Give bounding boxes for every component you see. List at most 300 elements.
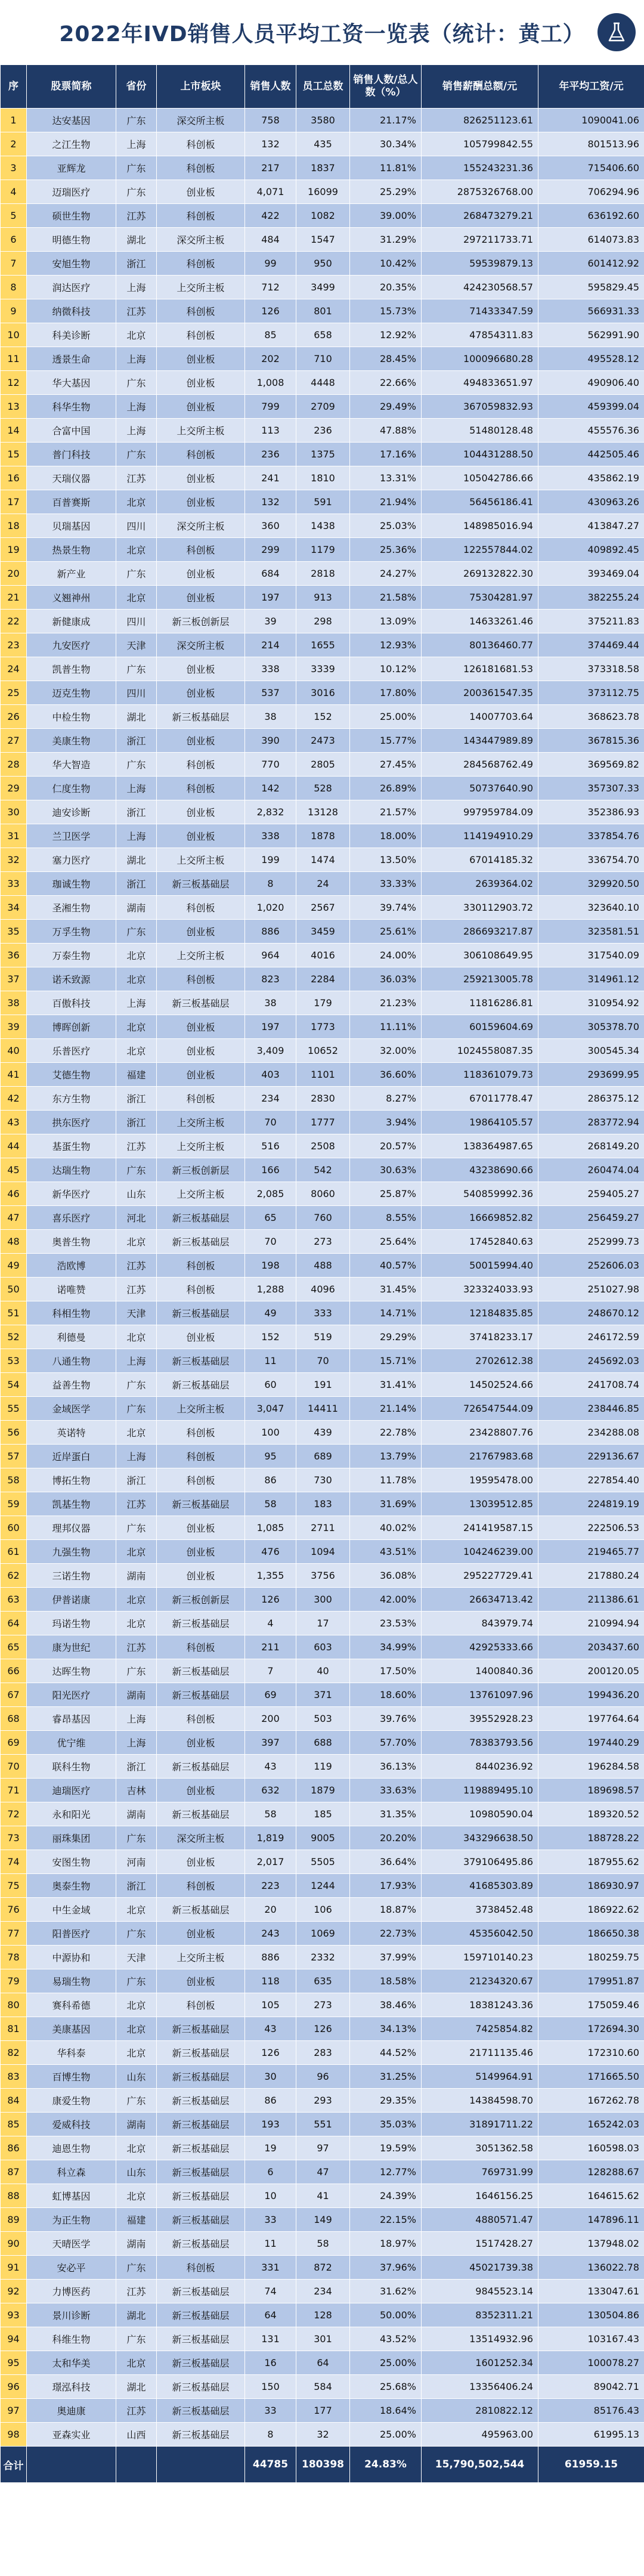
cell-index: 43 — [1, 1111, 27, 1134]
cell-avg-salary: 715406.60 — [538, 156, 644, 180]
cell-sales-count: 964 — [245, 944, 296, 967]
cell-board: 科创板 — [157, 252, 245, 276]
cell-board: 新三板基础层 — [157, 1683, 245, 1707]
cell-pay-total: 155243231.36 — [422, 156, 538, 180]
table-row — [1, 2232, 644, 2256]
table-row — [1, 681, 644, 705]
cell-avg-salary: 442505.46 — [538, 443, 644, 466]
cell-avg-salary: 329920.50 — [538, 872, 644, 896]
cell-sales-ratio: 21.57% — [350, 800, 422, 824]
cell-sales-ratio: 31.29% — [350, 228, 422, 252]
cell-index: 4 — [1, 180, 27, 204]
cell-board: 科创板 — [157, 1254, 245, 1278]
cell-staff-count: 333 — [296, 1301, 350, 1325]
cell-board: 新三板基础层 — [157, 1755, 245, 1779]
cell-board: 新三板创新层 — [157, 610, 245, 633]
cell-index: 97 — [1, 2399, 27, 2423]
cell-staff-count: 950 — [296, 252, 350, 276]
cell-staff-count: 32 — [296, 2423, 350, 2447]
cell-staff-count: 371 — [296, 1683, 350, 1707]
cell-sales-count: 1,085 — [245, 1516, 296, 1540]
cell-avg-salary: 164615.62 — [538, 2184, 644, 2208]
cell-avg-salary: 248670.12 — [538, 1301, 644, 1325]
cell-sales-ratio: 57.70% — [350, 1731, 422, 1755]
cell-avg-salary: 323640.10 — [538, 896, 644, 920]
table-row — [1, 1278, 644, 1301]
cell-sales-ratio: 25.00% — [350, 705, 422, 729]
cell-sales-ratio: 29.35% — [350, 2089, 422, 2113]
cell-board: 创业板 — [157, 180, 245, 204]
cell-pay-total: 4880571.47 — [422, 2208, 538, 2232]
cell-stock-name: 诺唯赞 — [27, 1278, 116, 1301]
cell-pay-total: 14502524.66 — [422, 1373, 538, 1397]
table-row — [1, 1755, 644, 1779]
cell-board: 新三板基础层 — [157, 2160, 245, 2184]
cell-sales-count: 403 — [245, 1063, 296, 1087]
cell-province: 北京 — [116, 2136, 157, 2160]
cell-avg-salary: 188728.22 — [538, 1826, 644, 1850]
cell-sales-count: 86 — [245, 1468, 296, 1492]
cell-sales-count: 8 — [245, 872, 296, 896]
cell-pay-total: 12184835.85 — [422, 1301, 538, 1325]
cell-avg-salary: 435862.19 — [538, 466, 644, 490]
cell-avg-salary: 234288.08 — [538, 1421, 644, 1445]
cell-board: 新三板基础层 — [157, 2017, 245, 2041]
cell-stock-name: 喜乐医疗 — [27, 1206, 116, 1230]
cell-pay-total: 100096680.28 — [422, 347, 538, 371]
cell-stock-name: 璟泓科技 — [27, 2375, 116, 2399]
cell-avg-salary: 252606.03 — [538, 1254, 644, 1278]
cell-index: 19 — [1, 538, 27, 562]
cell-board: 上交所主板 — [157, 419, 245, 443]
cell-staff-count: 14411 — [296, 1397, 350, 1421]
cell-province: 广东 — [116, 562, 157, 586]
cell-province: 北京 — [116, 2351, 157, 2375]
cell-staff-count: 1438 — [296, 514, 350, 538]
cell-stock-name: 迪恩生物 — [27, 2136, 116, 2160]
cell-staff-count: 488 — [296, 1254, 350, 1278]
cell-pay-total: 306108649.95 — [422, 944, 538, 967]
cell-board: 创业板 — [157, 562, 245, 586]
cell-board: 新三板基础层 — [157, 872, 245, 896]
cell-sales-ratio: 33.33% — [350, 872, 422, 896]
cell-sales-count: 214 — [245, 633, 296, 657]
cell-sales-ratio: 40.57% — [350, 1254, 422, 1278]
cell-stock-name: 合富中国 — [27, 419, 116, 443]
cell-stock-name: 九安医疗 — [27, 633, 116, 657]
table-row — [1, 1683, 644, 1707]
cell-staff-count: 2284 — [296, 967, 350, 991]
cell-province: 广东 — [116, 1373, 157, 1397]
cell-avg-salary: 352386.93 — [538, 800, 644, 824]
cell-index: 66 — [1, 1659, 27, 1683]
cell-sales-count: 49 — [245, 1301, 296, 1325]
cell-index: 51 — [1, 1301, 27, 1325]
cell-avg-salary: 336754.70 — [538, 848, 644, 872]
cell-pay-total: 2639364.02 — [422, 872, 538, 896]
cell-stock-name: 纳微科技 — [27, 299, 116, 323]
cell-sales-ratio: 12.77% — [350, 2160, 422, 2184]
table-row — [1, 729, 644, 753]
cell-stock-name: 达安基因 — [27, 109, 116, 132]
cell-sales-ratio: 8.27% — [350, 1087, 422, 1111]
cell-index: 84 — [1, 2089, 27, 2113]
cell-sales-ratio: 14.71% — [350, 1301, 422, 1325]
cell-stock-name: 百博生物 — [27, 2065, 116, 2089]
cell-pay-total: 122557844.02 — [422, 538, 538, 562]
cell-pay-total: 284568762.49 — [422, 753, 538, 777]
cell-sales-count: 537 — [245, 681, 296, 705]
cell-index: 61 — [1, 1540, 27, 1564]
cell-stock-name: 圣湘生物 — [27, 896, 116, 920]
cell-stock-name: 益善生物 — [27, 1373, 116, 1397]
cell-avg-salary: 314961.12 — [538, 967, 644, 991]
cell-province: 广东 — [116, 2327, 157, 2351]
cell-board: 新三板创新层 — [157, 1588, 245, 1612]
cell-province: 北京 — [116, 538, 157, 562]
cell-pay-total: 11816286.81 — [422, 991, 538, 1015]
cell-province: 江苏 — [116, 466, 157, 490]
cell-board: 科创板 — [157, 753, 245, 777]
cell-sales-count: 684 — [245, 562, 296, 586]
cell-stock-name: 天晴医学 — [27, 2232, 116, 2256]
cell-sales-count: 197 — [245, 1015, 296, 1039]
cell-province: 湖北 — [116, 705, 157, 729]
cell-sales-count: 799 — [245, 395, 296, 419]
cell-index: 45 — [1, 1158, 27, 1182]
cell-sales-count: 11 — [245, 2232, 296, 2256]
cell-stock-name: 阳普医疗 — [27, 1922, 116, 1946]
cell-index: 68 — [1, 1707, 27, 1731]
table-row — [1, 920, 644, 944]
cell-pay-total: 45356042.50 — [422, 1922, 538, 1946]
table-footer — [1, 2447, 644, 2483]
cell-pay-total: 105799842.55 — [422, 132, 538, 156]
cell-board: 创业板 — [157, 371, 245, 395]
table-row — [1, 2375, 644, 2399]
cell-board: 新三板基础层 — [157, 1802, 245, 1826]
table-row — [1, 1111, 644, 1134]
table-row — [1, 490, 644, 514]
cell-avg-salary: 393469.04 — [538, 562, 644, 586]
cell-sales-ratio: 15.77% — [350, 729, 422, 753]
cell-avg-salary: 495528.12 — [538, 347, 644, 371]
cell-province: 湖北 — [116, 228, 157, 252]
cell-stock-name: 塞力医疗 — [27, 848, 116, 872]
cell-staff-count: 2567 — [296, 896, 350, 920]
cell-pay-total: 59539879.13 — [422, 252, 538, 276]
cell-staff-count: 2830 — [296, 1087, 350, 1111]
cell-board: 科创板 — [157, 204, 245, 228]
table-row — [1, 1993, 644, 2017]
cell-index: 96 — [1, 2375, 27, 2399]
cell-stock-name: 乐普医疗 — [27, 1039, 116, 1063]
cell-stock-name: 普门科技 — [27, 443, 116, 466]
cell-board: 科创板 — [157, 1707, 245, 1731]
cell-sales-ratio: 13.50% — [350, 848, 422, 872]
cell-province: 北京 — [116, 2184, 157, 2208]
cell-sales-count: 241 — [245, 466, 296, 490]
cell-board: 创业板 — [157, 1015, 245, 1039]
cell-staff-count: 1878 — [296, 824, 350, 848]
cell-board: 新三板基础层 — [157, 2041, 245, 2065]
cell-sales-ratio: 27.45% — [350, 753, 422, 777]
table-row — [1, 2351, 644, 2375]
cell-sales-ratio: 20.20% — [350, 1826, 422, 1850]
table-row — [1, 1540, 644, 1564]
cell-staff-count: 8060 — [296, 1182, 350, 1206]
cell-avg-salary: 197764.64 — [538, 1707, 644, 1731]
table-row — [1, 2184, 644, 2208]
cell-board: 创业板 — [157, 800, 245, 824]
cell-province: 上海 — [116, 1349, 157, 1373]
cell-index: 41 — [1, 1063, 27, 1087]
cell-stock-name: 博晖创新 — [27, 1015, 116, 1039]
cell-staff-count: 1101 — [296, 1063, 350, 1087]
cell-stock-name: 天瑞仪器 — [27, 466, 116, 490]
cell-stock-name: 优宁维 — [27, 1731, 116, 1755]
cell-sales-count: 4,071 — [245, 180, 296, 204]
cell-index: 50 — [1, 1278, 27, 1301]
cell-stock-name: 万孚生物 — [27, 920, 116, 944]
cell-stock-name: 力博医药 — [27, 2280, 116, 2303]
cell-staff-count: 658 — [296, 323, 350, 347]
cell-index: 74 — [1, 1850, 27, 1874]
cell-staff-count: 1777 — [296, 1111, 350, 1134]
column-header-pay-total: 销售薪酬总额/元 — [422, 65, 538, 109]
table-row — [1, 443, 644, 466]
cell-staff-count: 439 — [296, 1421, 350, 1445]
cell-sales-ratio: 17.16% — [350, 443, 422, 466]
cell-sales-ratio: 36.03% — [350, 967, 422, 991]
cell-pay-total: 268473279.21 — [422, 204, 538, 228]
cell-index: 93 — [1, 2303, 27, 2327]
cell-index: 70 — [1, 1755, 27, 1779]
cell-staff-count: 41 — [296, 2184, 350, 2208]
cell-sales-count: 4 — [245, 1612, 296, 1635]
cell-staff-count: 17 — [296, 1612, 350, 1635]
cell-staff-count: 913 — [296, 586, 350, 610]
cell-stock-name: 科华生物 — [27, 395, 116, 419]
table-row — [1, 991, 644, 1015]
cell-index: 20 — [1, 562, 27, 586]
cell-province: 江苏 — [116, 1635, 157, 1659]
cell-sales-count: 16 — [245, 2351, 296, 2375]
cell-staff-count: 40 — [296, 1659, 350, 1683]
cell-province: 上海 — [116, 347, 157, 371]
cell-province: 浙江 — [116, 800, 157, 824]
cell-province: 山东 — [116, 1182, 157, 1206]
cell-board: 新三板基础层 — [157, 991, 245, 1015]
cell-pay-total: 71433347.59 — [422, 299, 538, 323]
cell-staff-count: 2508 — [296, 1134, 350, 1158]
cell-stock-name: 奥泰生物 — [27, 1874, 116, 1898]
table-row — [1, 1254, 644, 1278]
cell-board: 创业板 — [157, 729, 245, 753]
column-header-province: 省份 — [116, 65, 157, 109]
cell-pay-total: 769731.99 — [422, 2160, 538, 2184]
cell-province: 江苏 — [116, 2399, 157, 2423]
column-header-avg-salary: 年平均工资/元 — [538, 65, 644, 109]
cell-board: 新三板基础层 — [157, 2375, 245, 2399]
cell-index: 33 — [1, 872, 27, 896]
cell-sales-count: 86 — [245, 2089, 296, 2113]
cell-index: 27 — [1, 729, 27, 753]
cell-pay-total: 3738452.48 — [422, 1898, 538, 1922]
cell-pay-total: 67014185.32 — [422, 848, 538, 872]
table-row — [1, 1922, 644, 1946]
cell-sales-ratio: 31.25% — [350, 2065, 422, 2089]
cell-staff-count: 234 — [296, 2280, 350, 2303]
cell-province: 河南 — [116, 1850, 157, 1874]
cell-staff-count: 2332 — [296, 1946, 350, 1969]
cell-stock-name: 亚森实业 — [27, 2423, 116, 2447]
cell-stock-name: 睿昂基因 — [27, 1707, 116, 1731]
cell-sales-count: 64 — [245, 2303, 296, 2327]
cell-sales-ratio: 30.34% — [350, 132, 422, 156]
cell-province: 广东 — [116, 2256, 157, 2280]
cell-staff-count: 10652 — [296, 1039, 350, 1063]
cell-pay-total: 21711135.46 — [422, 2041, 538, 2065]
cell-province: 湖南 — [116, 896, 157, 920]
cell-staff-count: 1069 — [296, 1922, 350, 1946]
cell-province: 四川 — [116, 681, 157, 705]
cell-staff-count: 603 — [296, 1635, 350, 1659]
column-header-board: 上市板块 — [157, 65, 245, 109]
cell-board: 创业板 — [157, 824, 245, 848]
cell-avg-salary: 227854.40 — [538, 1468, 644, 1492]
cell-staff-count: 185 — [296, 1802, 350, 1826]
cell-avg-salary: 89042.71 — [538, 2375, 644, 2399]
cell-board: 新三板基础层 — [157, 2303, 245, 2327]
cell-stock-name: 亚辉龙 — [27, 156, 116, 180]
cell-stock-name: 九强生物 — [27, 1540, 116, 1564]
cell-pay-total: 21234320.67 — [422, 1969, 538, 1993]
cell-stock-name: 赛科希德 — [27, 1993, 116, 2017]
cell-index: 48 — [1, 1230, 27, 1254]
cell-board: 新三板基础层 — [157, 1492, 245, 1516]
cell-sales-ratio: 31.69% — [350, 1492, 422, 1516]
cell-avg-salary: 199436.20 — [538, 1683, 644, 1707]
cell-province: 四川 — [116, 514, 157, 538]
cell-board: 科创板 — [157, 156, 245, 180]
cell-sales-ratio: 30.63% — [350, 1158, 422, 1182]
table-row — [1, 1731, 644, 1755]
cell-sales-ratio: 26.89% — [350, 777, 422, 800]
cell-index: 42 — [1, 1087, 27, 1111]
cell-pay-total: 16669852.82 — [422, 1206, 538, 1230]
cell-sales-count: 43 — [245, 1755, 296, 1779]
table-row — [1, 1659, 644, 1683]
cell-province: 北京 — [116, 586, 157, 610]
cell-province: 广东 — [116, 1969, 157, 1993]
table-row — [1, 944, 644, 967]
cell-province: 湖南 — [116, 2232, 157, 2256]
table-row — [1, 2041, 644, 2065]
cell-stock-name: 易瑞生物 — [27, 1969, 116, 1993]
cell-board: 上交所主板 — [157, 1946, 245, 1969]
cell-sales-ratio: 25.00% — [350, 2351, 422, 2375]
cell-staff-count: 273 — [296, 1230, 350, 1254]
cell-pay-total: 67011778.47 — [422, 1087, 538, 1111]
cell-staff-count: 503 — [296, 1707, 350, 1731]
cell-index: 13 — [1, 395, 27, 419]
cell-stock-name: 理邦仪器 — [27, 1516, 116, 1540]
cell-province: 湖北 — [116, 2375, 157, 2399]
table-row — [1, 1397, 644, 1421]
cell-staff-count: 584 — [296, 2375, 350, 2399]
cell-pay-total: 37418233.17 — [422, 1325, 538, 1349]
cell-avg-salary: 210994.94 — [538, 1612, 644, 1635]
cell-sales-count: 516 — [245, 1134, 296, 1158]
cell-sales-count: 39 — [245, 610, 296, 633]
cell-province: 北京 — [116, 1898, 157, 1922]
cell-staff-count: 1375 — [296, 443, 350, 466]
table-row — [1, 1063, 644, 1087]
cell-avg-salary: 368623.78 — [538, 705, 644, 729]
cell-index: 52 — [1, 1325, 27, 1349]
cell-avg-salary: 241708.74 — [538, 1373, 644, 1397]
cell-province: 浙江 — [116, 1111, 157, 1134]
total-sales: 44785 — [245, 2447, 296, 2483]
cell-avg-salary: 409892.45 — [538, 538, 644, 562]
cell-sales-count: 126 — [245, 1588, 296, 1612]
column-header-index: 序 — [1, 65, 27, 109]
cell-sales-ratio: 31.62% — [350, 2280, 422, 2303]
cell-province: 北京 — [116, 323, 157, 347]
cell-province: 广东 — [116, 920, 157, 944]
cell-sales-ratio: 34.13% — [350, 2017, 422, 2041]
cell-province: 北京 — [116, 1230, 157, 1254]
cell-staff-count: 301 — [296, 2327, 350, 2351]
cell-province: 浙江 — [116, 252, 157, 276]
cell-province: 浙江 — [116, 1874, 157, 1898]
cell-avg-salary: 175059.46 — [538, 1993, 644, 2017]
cell-pay-total: 19864105.57 — [422, 1111, 538, 1134]
cell-stock-name: 虹博基因 — [27, 2184, 116, 2208]
cell-avg-salary: 310954.92 — [538, 991, 644, 1015]
cell-avg-salary: 283772.94 — [538, 1111, 644, 1134]
table-row — [1, 1015, 644, 1039]
cell-staff-count: 688 — [296, 1731, 350, 1755]
cell-sales-ratio: 8.55% — [350, 1206, 422, 1230]
cell-province: 广东 — [116, 753, 157, 777]
cell-board: 创业板 — [157, 1039, 245, 1063]
table-row — [1, 1182, 644, 1206]
table-row — [1, 1946, 644, 1969]
cell-pay-total: 75304281.97 — [422, 586, 538, 610]
cell-province: 四川 — [116, 610, 157, 633]
cell-sales-count: 211 — [245, 1635, 296, 1659]
cell-index: 78 — [1, 1946, 27, 1969]
cell-index: 26 — [1, 705, 27, 729]
cell-board: 科创板 — [157, 1445, 245, 1468]
cell-sales-ratio: 22.15% — [350, 2208, 422, 2232]
cell-avg-salary: 160598.03 — [538, 2136, 644, 2160]
cell-sales-count: 1,288 — [245, 1278, 296, 1301]
cell-avg-salary: 189698.57 — [538, 1779, 644, 1802]
cell-province: 浙江 — [116, 1468, 157, 1492]
cell-index: 36 — [1, 944, 27, 967]
cell-index: 92 — [1, 2280, 27, 2303]
title-bar — [0, 0, 644, 64]
total-avg: 61959.15 — [538, 2447, 644, 2483]
table-row — [1, 466, 644, 490]
cell-index: 63 — [1, 1588, 27, 1612]
cell-avg-salary: 147896.11 — [538, 2208, 644, 2232]
cell-sales-count: 166 — [245, 1158, 296, 1182]
cell-avg-salary: 200120.05 — [538, 1659, 644, 1683]
